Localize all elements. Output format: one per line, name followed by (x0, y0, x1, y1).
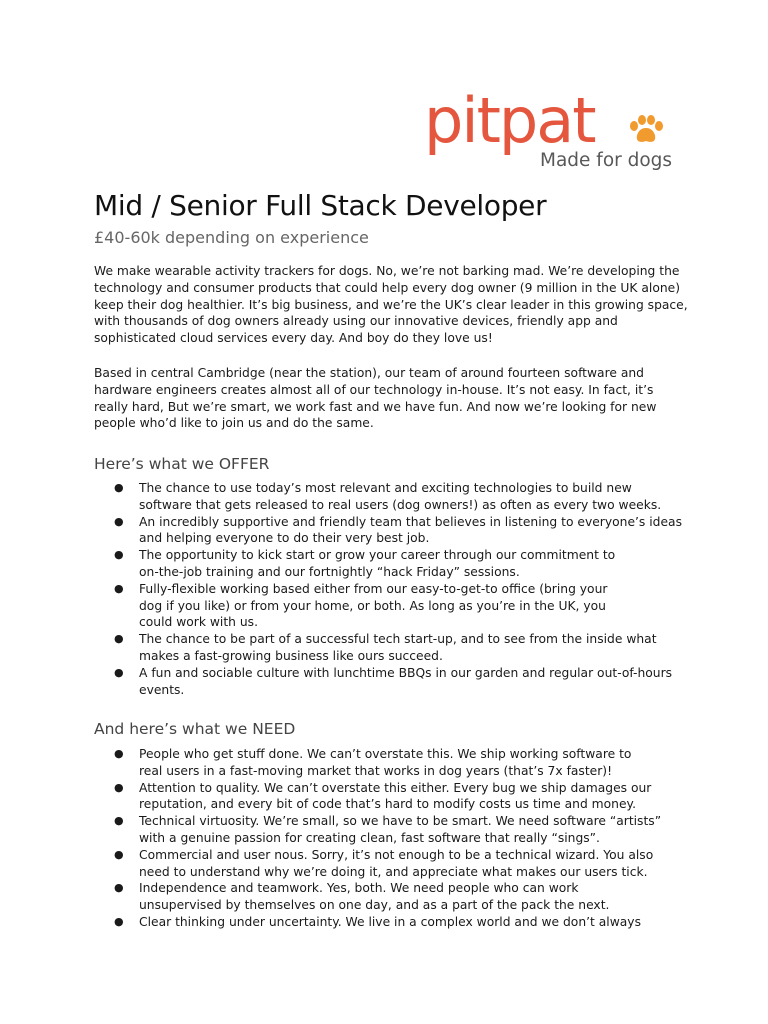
text-line: Technical virtuosity. We’re small, so we have to be smart. We need software “artists” (139, 814, 662, 829)
need-list (114, 746, 694, 931)
text-line: real users in a fast-moving market that works in dog years (that’s 7x faster)! (139, 763, 613, 778)
list-item (114, 631, 694, 665)
text-line: Commercial and user nous. Sorry, it’s not enough to be a technical wizard. You also (139, 847, 654, 862)
bullet-icon: ● (114, 632, 124, 646)
text-line: hardware engineers creates almost all of our technology in-house. It’s not easy. In fact, it’s (94, 382, 654, 397)
bullet-icon: ● (114, 814, 124, 828)
page-title: Mid / Senior Full Stack Developer (94, 189, 547, 222)
list-item (114, 514, 694, 548)
logo-wordmark: pitpat (424, 84, 595, 157)
text-line: keep their dog healthier. It’s big business, and we’re the UK’s clear leader in this growing space, (94, 297, 688, 312)
list-item (114, 813, 694, 847)
text-line: on-the-job training and our fortnightly “hack Friday” sessions. (139, 564, 520, 579)
list-item (114, 547, 694, 581)
text-line: really hard, But we’re smart, we work fast and we have fun. And now we’re looking for new (94, 399, 657, 414)
logo-tagline: Made for dogs (540, 150, 673, 171)
need-heading: And here’s what we NEED (94, 720, 296, 738)
text-line: with a genuine passion for creating clean, fast software that really “sings”. (139, 830, 600, 845)
text-line: sophisticated cloud services every day. And boy do they love us! (94, 331, 493, 346)
list-item (114, 914, 694, 931)
bullet-icon: ● (114, 847, 124, 861)
list-item (114, 847, 694, 881)
offer-list (114, 480, 694, 698)
bullet-icon: ● (114, 780, 124, 794)
text-line: events. (139, 682, 185, 697)
salary-subtitle: £40-60k depending on experience (94, 228, 369, 247)
text-line: reputation, and every bit of code that’s hard to modify costs us time and money. (139, 797, 636, 812)
text-line: with thousands of dog owners already using our innovative devices, friendly app and (94, 314, 618, 329)
intro-paragraph-1 (94, 263, 688, 347)
text-line: Fully-flexible working based either from our easy-to-get-to office (bring your (139, 581, 608, 596)
text-line: could work with us. (139, 615, 258, 630)
text-line: An incredibly supportive and friendly team that believes in listening to everyone’s ideas (139, 514, 682, 529)
bullet-icon: ● (114, 548, 124, 562)
offer-heading: Here’s what we OFFER (94, 455, 270, 473)
text-line: We make wearable activity trackers for dogs. No, we’re not barking mad. We’re developing the (94, 264, 680, 278)
text-line: Attention to quality. We can’t overstate this either. Every bug we ship damages our (139, 780, 652, 795)
text-line: unsupervised by themselves on one day, and as a part of the pack the next. (139, 898, 610, 913)
bullet-icon: ● (114, 481, 124, 494)
intro-paragraph-2 (94, 365, 684, 432)
text-line: dog if you like) or from your home, or both. As long as you’re in the UK, you (139, 598, 606, 613)
bullet-icon: ● (114, 747, 124, 760)
text-line: People who get stuff done. We can’t overstate this. We ship working software to (139, 747, 632, 761)
text-line: technology and consumer products that could help every dog owner (9 million in the UK alone) (94, 280, 681, 295)
brand-logo (424, 84, 674, 180)
text-line: Independence and teamwork. Yes, both. We need people who can work (139, 881, 579, 896)
text-line: and helping everyone to do their very best job. (139, 531, 430, 546)
text-line: The chance to be part of a successful tech start-up, and to see from the inside what (139, 632, 657, 647)
text-line: makes a fast-growing business like ours succeed. (139, 648, 443, 663)
bullet-icon: ● (114, 514, 124, 528)
list-item (114, 880, 694, 914)
list-item (114, 665, 694, 699)
text-line: need to understand why we’re doing it, and appreciate what makes our users tick. (139, 864, 648, 879)
list-item (114, 480, 694, 514)
list-item (114, 780, 694, 814)
paw-icon (627, 114, 665, 144)
text-line: Clear thinking under uncertainty. We live in a complex world and we don’t always (139, 914, 641, 929)
bullet-icon: ● (114, 881, 124, 895)
bullet-icon: ● (114, 665, 124, 679)
text-line: software that gets released to real users (dog owners!) as often as every two weeks. (139, 497, 662, 512)
text-line: Based in central Cambridge (near the station), our team of around fourteen software and (94, 366, 644, 380)
text-line: The chance to use today’s most relevant and exciting technologies to build new (139, 481, 632, 495)
text-line: people who’d like to join us and do the same. (94, 416, 374, 431)
bullet-icon: ● (114, 914, 124, 928)
text-line: The opportunity to kick start or grow your career through our commitment to (139, 548, 616, 563)
list-item (114, 746, 694, 780)
bullet-icon: ● (114, 581, 124, 595)
list-item (114, 581, 694, 631)
text-line: A fun and sociable culture with lunchtime BBQs in our garden and regular out-of-hours (139, 665, 673, 680)
